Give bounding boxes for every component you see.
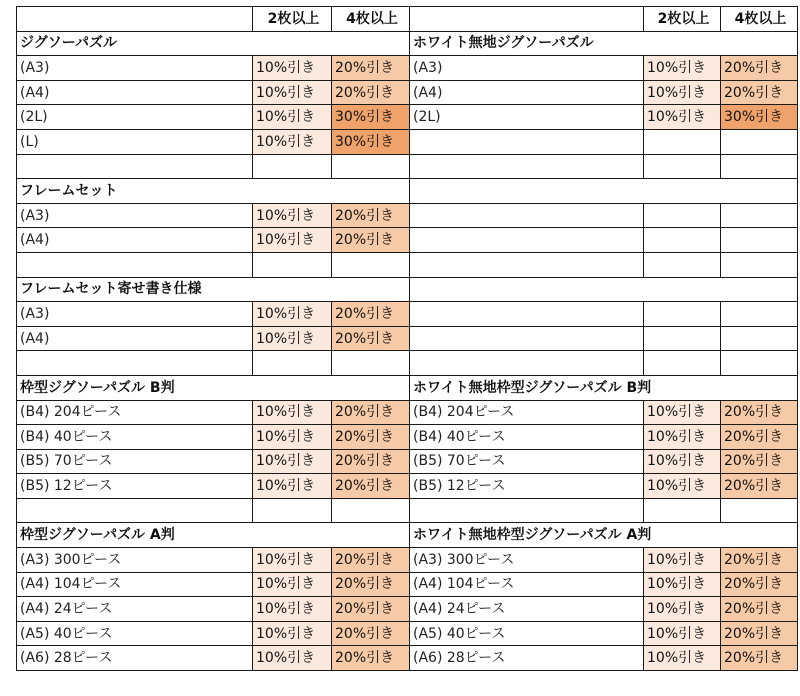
product-name: (B4) 40ピース — [410, 425, 644, 450]
product-name: (A6) 28ピース — [17, 646, 253, 671]
discount-2-sheets: 10%引き — [253, 326, 332, 351]
product-name: (A4) — [17, 228, 253, 253]
header-row — [17, 7, 798, 32]
product-name: (A4) — [17, 80, 253, 105]
discount-2-sheets: 10%引き — [644, 56, 721, 81]
table-row — [17, 80, 798, 105]
empty-cell — [253, 351, 332, 376]
discount-4-sheets: 20%引き — [332, 621, 410, 646]
discount-2-sheets: 10%引き — [644, 548, 721, 573]
empty-cell — [410, 498, 644, 523]
discount-2-sheets: 10%引き — [253, 105, 332, 130]
discount-4-sheets: 20%引き — [721, 572, 798, 597]
section-row — [17, 523, 798, 548]
table-row — [17, 621, 798, 646]
corner-cell — [410, 7, 644, 32]
product-name: (A3) 300ピース — [410, 548, 644, 573]
discount-4-sheets: 20%引き — [332, 425, 410, 450]
empty-cell — [721, 203, 798, 228]
product-name: (B5) 12ピース — [17, 474, 253, 499]
section-row — [17, 277, 798, 302]
empty-cell — [332, 351, 410, 376]
discount-2-sheets: 10%引き — [644, 597, 721, 622]
product-name: (A4) 104ピース — [17, 572, 253, 597]
empty-cell — [721, 228, 798, 253]
discount-4-sheets: 20%引き — [721, 80, 798, 105]
product-name: (B4) 40ピース — [17, 425, 253, 450]
product-name: (A4) — [17, 326, 253, 351]
discount-4-sheets: 20%引き — [332, 80, 410, 105]
discount-4-sheets: 20%引き — [332, 449, 410, 474]
empty-cell — [644, 351, 721, 376]
discount-4-sheets: 20%引き — [332, 548, 410, 573]
empty-cell — [410, 154, 644, 179]
product-name: (A6) 28ピース — [410, 646, 644, 671]
table-row — [17, 105, 798, 130]
product-name: (2L) — [410, 105, 644, 130]
discount-4-sheets: 20%引き — [332, 597, 410, 622]
section-row — [17, 31, 798, 56]
empty-cell — [332, 498, 410, 523]
product-name: (B4) 204ピース — [410, 400, 644, 425]
table-row — [17, 548, 798, 573]
blank-row — [17, 498, 798, 523]
product-name: (A3) 300ピース — [17, 548, 253, 573]
section-row — [17, 375, 798, 400]
blank-row — [17, 252, 798, 277]
discount-4-sheets: 20%引き — [721, 548, 798, 573]
column-header-2-sheets: 2枚以上 — [644, 7, 721, 32]
empty-cell — [721, 252, 798, 277]
blank-row — [17, 351, 798, 376]
section-title: 枠型ジグソーパズル A判 — [17, 523, 410, 548]
table-row — [17, 572, 798, 597]
discount-4-sheets: 20%引き — [332, 572, 410, 597]
empty-cell — [644, 498, 721, 523]
empty-cell — [410, 252, 644, 277]
discount-2-sheets: 10%引き — [253, 572, 332, 597]
discount-4-sheets: 20%引き — [332, 302, 410, 327]
empty-cell — [644, 129, 721, 154]
table-row — [17, 129, 798, 154]
empty-cell — [410, 351, 644, 376]
empty-cell — [332, 252, 410, 277]
empty-cell — [410, 228, 644, 253]
empty-cell — [721, 351, 798, 376]
empty-cell — [332, 154, 410, 179]
empty-cell — [721, 154, 798, 179]
section-title — [410, 179, 798, 204]
discount-2-sheets: 10%引き — [644, 400, 721, 425]
empty-cell — [253, 498, 332, 523]
table-row — [17, 302, 798, 327]
discount-4-sheets: 20%引き — [332, 326, 410, 351]
discount-2-sheets: 10%引き — [253, 474, 332, 499]
discount-4-sheets: 20%引き — [332, 474, 410, 499]
product-name: (B4) 204ピース — [17, 400, 253, 425]
discount-4-sheets: 20%引き — [721, 597, 798, 622]
table-row — [17, 228, 798, 253]
discount-2-sheets: 10%引き — [253, 302, 332, 327]
empty-cell — [644, 154, 721, 179]
empty-cell — [17, 498, 253, 523]
discount-2-sheets: 10%引き — [644, 425, 721, 450]
product-name: (A3) — [17, 56, 253, 81]
empty-cell — [721, 129, 798, 154]
section-row — [17, 179, 798, 204]
product-name: (A4) 24ピース — [410, 597, 644, 622]
discount-4-sheets: 30%引き — [721, 105, 798, 130]
section-title: ホワイト無地枠型ジグソーパズル A判 — [410, 523, 798, 548]
empty-cell — [17, 252, 253, 277]
product-name: (2L) — [17, 105, 253, 130]
table-row — [17, 400, 798, 425]
product-name: (L) — [17, 129, 253, 154]
empty-cell — [410, 203, 644, 228]
product-name: (A5) 40ピース — [410, 621, 644, 646]
empty-cell — [644, 228, 721, 253]
table-row — [17, 474, 798, 499]
discount-4-sheets: 20%引き — [721, 425, 798, 450]
empty-cell — [721, 498, 798, 523]
discount-4-sheets: 20%引き — [332, 646, 410, 671]
discount-table — [16, 6, 798, 671]
empty-cell — [17, 351, 253, 376]
discount-2-sheets: 10%引き — [253, 400, 332, 425]
empty-cell — [410, 326, 644, 351]
empty-cell — [644, 203, 721, 228]
empty-cell — [17, 154, 253, 179]
section-title — [410, 277, 798, 302]
discount-2-sheets: 10%引き — [644, 105, 721, 130]
discount-2-sheets: 10%引き — [253, 646, 332, 671]
discount-2-sheets: 10%引き — [644, 80, 721, 105]
table-row — [17, 597, 798, 622]
discount-4-sheets: 20%引き — [721, 56, 798, 81]
discount-4-sheets: 20%引き — [332, 228, 410, 253]
discount-2-sheets: 10%引き — [253, 80, 332, 105]
table-row — [17, 326, 798, 351]
discount-4-sheets: 20%引き — [721, 400, 798, 425]
product-name: (A4) 24ピース — [17, 597, 253, 622]
table-row — [17, 203, 798, 228]
product-name: (B5) 70ピース — [410, 449, 644, 474]
product-name: (A3) — [17, 203, 253, 228]
discount-4-sheets: 20%引き — [721, 621, 798, 646]
empty-cell — [644, 302, 721, 327]
discount-4-sheets: 20%引き — [721, 449, 798, 474]
product-name: (A4) 104ピース — [410, 572, 644, 597]
section-title: ホワイト無地ジグソーパズル — [410, 31, 798, 56]
product-name: (A3) — [17, 302, 253, 327]
table-row — [17, 56, 798, 81]
discount-2-sheets: 10%引き — [253, 129, 332, 154]
discount-2-sheets: 10%引き — [644, 646, 721, 671]
table-row — [17, 425, 798, 450]
empty-cell — [721, 326, 798, 351]
discount-2-sheets: 10%引き — [253, 56, 332, 81]
discount-2-sheets: 10%引き — [644, 572, 721, 597]
column-header-4-sheets: 4枚以上 — [332, 7, 410, 32]
section-title: ジグソーパズル — [17, 31, 410, 56]
discount-4-sheets: 20%引き — [332, 400, 410, 425]
discount-4-sheets: 20%引き — [721, 474, 798, 499]
product-name: (A4) — [410, 80, 644, 105]
section-title: 枠型ジグソーパズル B判 — [17, 375, 410, 400]
discount-2-sheets: 10%引き — [253, 203, 332, 228]
empty-cell — [253, 154, 332, 179]
empty-cell — [644, 326, 721, 351]
empty-cell — [410, 302, 644, 327]
table-row — [17, 449, 798, 474]
empty-cell — [253, 252, 332, 277]
discount-2-sheets: 10%引き — [644, 474, 721, 499]
discount-2-sheets: 10%引き — [253, 449, 332, 474]
discount-4-sheets: 30%引き — [332, 105, 410, 130]
discount-2-sheets: 10%引き — [253, 621, 332, 646]
discount-4-sheets: 20%引き — [332, 203, 410, 228]
corner-cell — [17, 7, 253, 32]
section-title: フレームセット寄せ書き仕様 — [17, 277, 410, 302]
empty-cell — [721, 302, 798, 327]
column-header-2-sheets: 2枚以上 — [253, 7, 332, 32]
discount-2-sheets: 10%引き — [253, 548, 332, 573]
blank-row — [17, 154, 798, 179]
column-header-4-sheets: 4枚以上 — [721, 7, 798, 32]
discount-table-body — [17, 7, 798, 671]
discount-2-sheets: 10%引き — [644, 449, 721, 474]
product-name: (A3) — [410, 56, 644, 81]
discount-4-sheets: 20%引き — [332, 56, 410, 81]
discount-2-sheets: 10%引き — [644, 621, 721, 646]
discount-4-sheets: 30%引き — [332, 129, 410, 154]
product-name: (B5) 70ピース — [17, 449, 253, 474]
product-name: (A5) 40ピース — [17, 621, 253, 646]
table-row — [17, 646, 798, 671]
product-name: (B5) 12ピース — [410, 474, 644, 499]
discount-4-sheets: 20%引き — [721, 646, 798, 671]
section-title: ホワイト無地枠型ジグソーパズル B判 — [410, 375, 798, 400]
section-title: フレームセット — [17, 179, 410, 204]
empty-cell — [644, 252, 721, 277]
empty-cell — [410, 129, 644, 154]
discount-2-sheets: 10%引き — [253, 597, 332, 622]
discount-2-sheets: 10%引き — [253, 228, 332, 253]
discount-2-sheets: 10%引き — [253, 425, 332, 450]
